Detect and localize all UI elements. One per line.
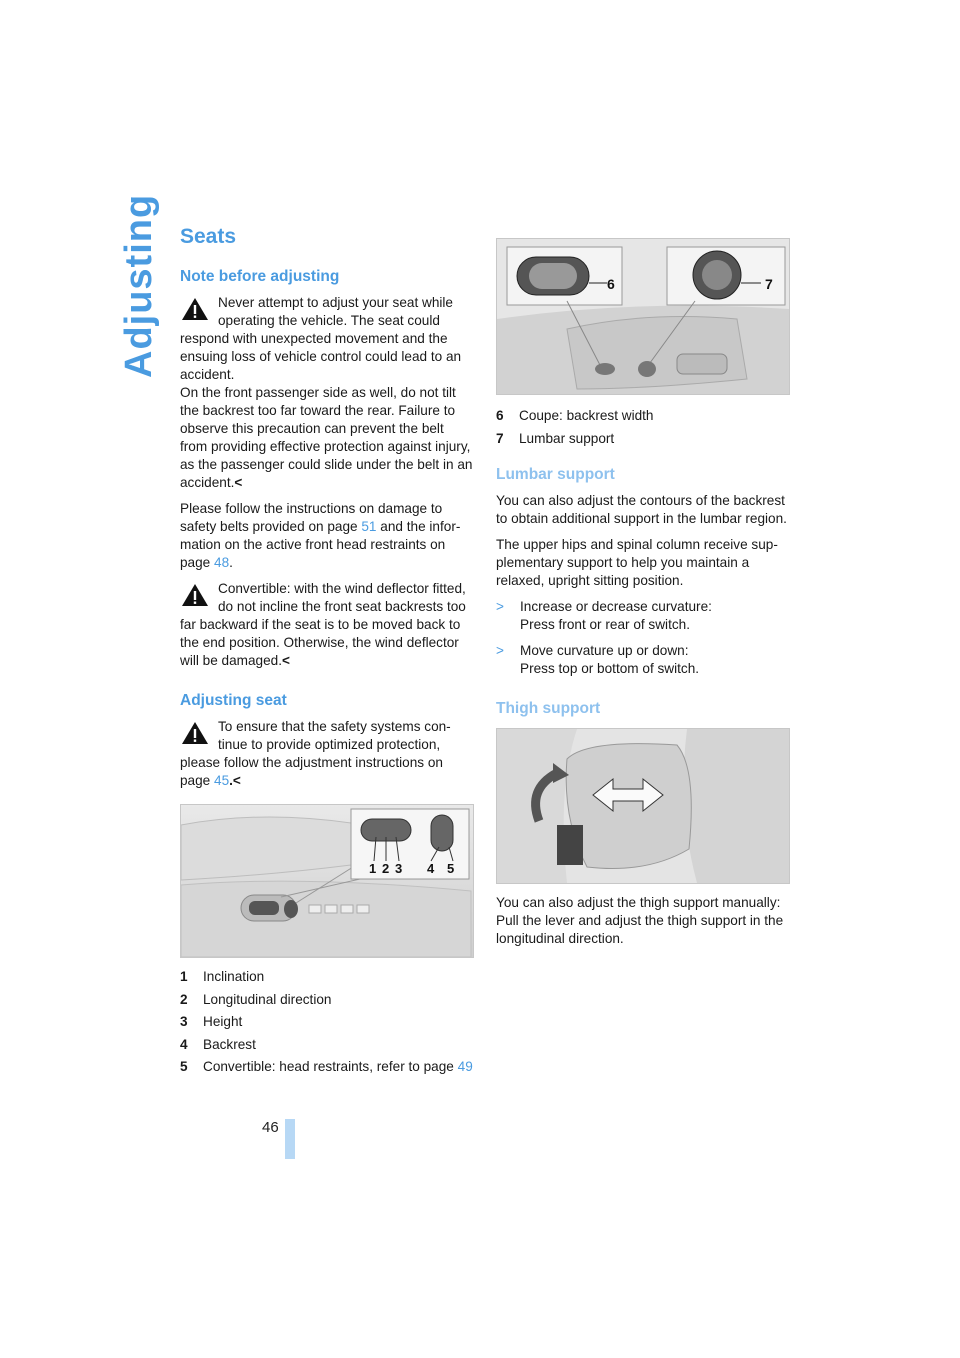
legend-text: Backrest xyxy=(203,1036,256,1052)
bullet-item xyxy=(496,642,790,678)
legend-number: 1 xyxy=(180,969,188,984)
bullet-text xyxy=(520,642,699,678)
warning-text: On the front passenger side as well, do not tilt the backrest too far toward the rear. Failure to observe this precaution can prevent the belt from providing effective protection against injury, as the passenger could slide under the belt in an accident. xyxy=(180,385,473,490)
text: Move curvature up or down: xyxy=(520,642,689,658)
seat-legend xyxy=(180,968,474,1076)
page-title: Seats xyxy=(180,225,237,248)
lumbar-heading: Lumbar support xyxy=(496,465,615,483)
legend-item xyxy=(496,430,790,448)
legend-number: 3 xyxy=(180,1014,188,1029)
legend-item xyxy=(180,991,474,1009)
end-mark: < xyxy=(234,475,243,490)
text: Please follow the instructions on damage to safety belts provided on page xyxy=(180,501,443,534)
legend-text: Longitudinal direction xyxy=(203,991,332,1007)
left-column xyxy=(180,225,474,1081)
backrest-controls-figure xyxy=(496,238,790,395)
page-number: 46 xyxy=(262,1119,279,1136)
warning-text: To ensure that the safety systems con-tinue to provide optimized protection, please follow the adjustment instructions on page xyxy=(180,719,451,788)
legend-item xyxy=(180,1013,474,1031)
callout-label: 2 xyxy=(382,861,390,876)
legend-number: 2 xyxy=(180,991,188,1007)
legend-text: Coupe: backrest width xyxy=(519,408,654,423)
callout-label: 1 xyxy=(369,861,377,876)
legend-text: Height xyxy=(203,1014,243,1029)
end-mark: .< xyxy=(229,773,241,788)
warning-icon xyxy=(180,720,210,746)
bullet-mark: > xyxy=(496,642,504,658)
paragraph: You can also adjust the thigh support manually: Pull the lever and adjust the thigh support in the longitudinal direction. xyxy=(496,894,784,946)
page-link[interactable]: 45 xyxy=(214,773,230,788)
warning-icon xyxy=(180,582,210,608)
backrest-controls-illustration xyxy=(497,239,789,394)
callout-label: 4 xyxy=(427,861,435,876)
warning-text: Convertible: with the wind deflector fitted, do not incline the front seat backrests too far backward if the seat is to be moved back to the end position. Otherwise, the wind deflector will be damaged. xyxy=(180,581,466,668)
warning-icon xyxy=(180,296,210,322)
page-number-bar xyxy=(285,1119,295,1159)
legend-item xyxy=(496,407,790,425)
legend-item xyxy=(180,968,474,986)
text: and the infor-mation on the active front head restraints on page xyxy=(180,519,461,570)
legend-text: Lumbar support xyxy=(519,430,615,446)
thigh-support-illustration xyxy=(497,729,789,883)
legend-number: 4 xyxy=(180,1036,188,1052)
paragraph: The upper hips and spinal column receive sup-plementary support to help you maintain a relaxed, upright sitting position. xyxy=(496,536,778,588)
seat-controls-figure xyxy=(180,804,474,958)
legend-number: 5 xyxy=(180,1059,188,1074)
side-section-tab: Adjusting xyxy=(118,193,160,378)
legend-number: 6 xyxy=(496,408,504,423)
bullet-item xyxy=(496,598,790,634)
page-link[interactable]: 49 xyxy=(457,1059,473,1074)
text: Press front or rear of switch. xyxy=(520,616,690,632)
warning-block xyxy=(180,294,474,492)
backrest-legend xyxy=(496,407,790,448)
note-heading: Note before adjusting xyxy=(180,268,340,285)
callout-label: 6 xyxy=(607,276,615,292)
text: Increase or decrease curvature: xyxy=(520,598,712,614)
seat-controls-illustration xyxy=(181,805,473,957)
right-column xyxy=(496,238,790,956)
bullet-mark: > xyxy=(496,598,504,614)
end-mark: < xyxy=(282,653,290,668)
text: . xyxy=(229,555,233,570)
bullet-text xyxy=(520,598,712,634)
legend-text: Inclination xyxy=(203,969,265,984)
paragraph: You can also adjust the contours of the backrest to obtain additional support in the lumbar region. xyxy=(496,492,787,526)
adjusting-seat-heading: Adjusting seat xyxy=(180,692,287,709)
thigh-support-figure xyxy=(496,728,790,884)
paragraph xyxy=(180,500,474,572)
callout-label: 5 xyxy=(447,861,455,876)
text: Press top or bottom of switch. xyxy=(520,660,700,676)
callout-label: 3 xyxy=(395,861,403,876)
text: Convertible: head restraints, refer to page xyxy=(203,1059,458,1074)
legend-item xyxy=(180,1036,474,1054)
warning-text: Never attempt to adjust your seat while operating the vehicle. The seat could respond with unexpected movement and the ensuing loss of vehicle control could lead to an accident. xyxy=(180,295,462,382)
legend-text xyxy=(203,1058,474,1076)
warning-block xyxy=(180,718,474,790)
callout-label: 7 xyxy=(765,276,773,292)
thigh-heading: Thigh support xyxy=(496,699,601,717)
legend-item xyxy=(180,1058,474,1076)
legend-number: 7 xyxy=(496,430,504,446)
page-link[interactable]: 48 xyxy=(214,555,230,570)
page-link[interactable]: 51 xyxy=(361,519,377,534)
warning-block xyxy=(180,580,474,670)
